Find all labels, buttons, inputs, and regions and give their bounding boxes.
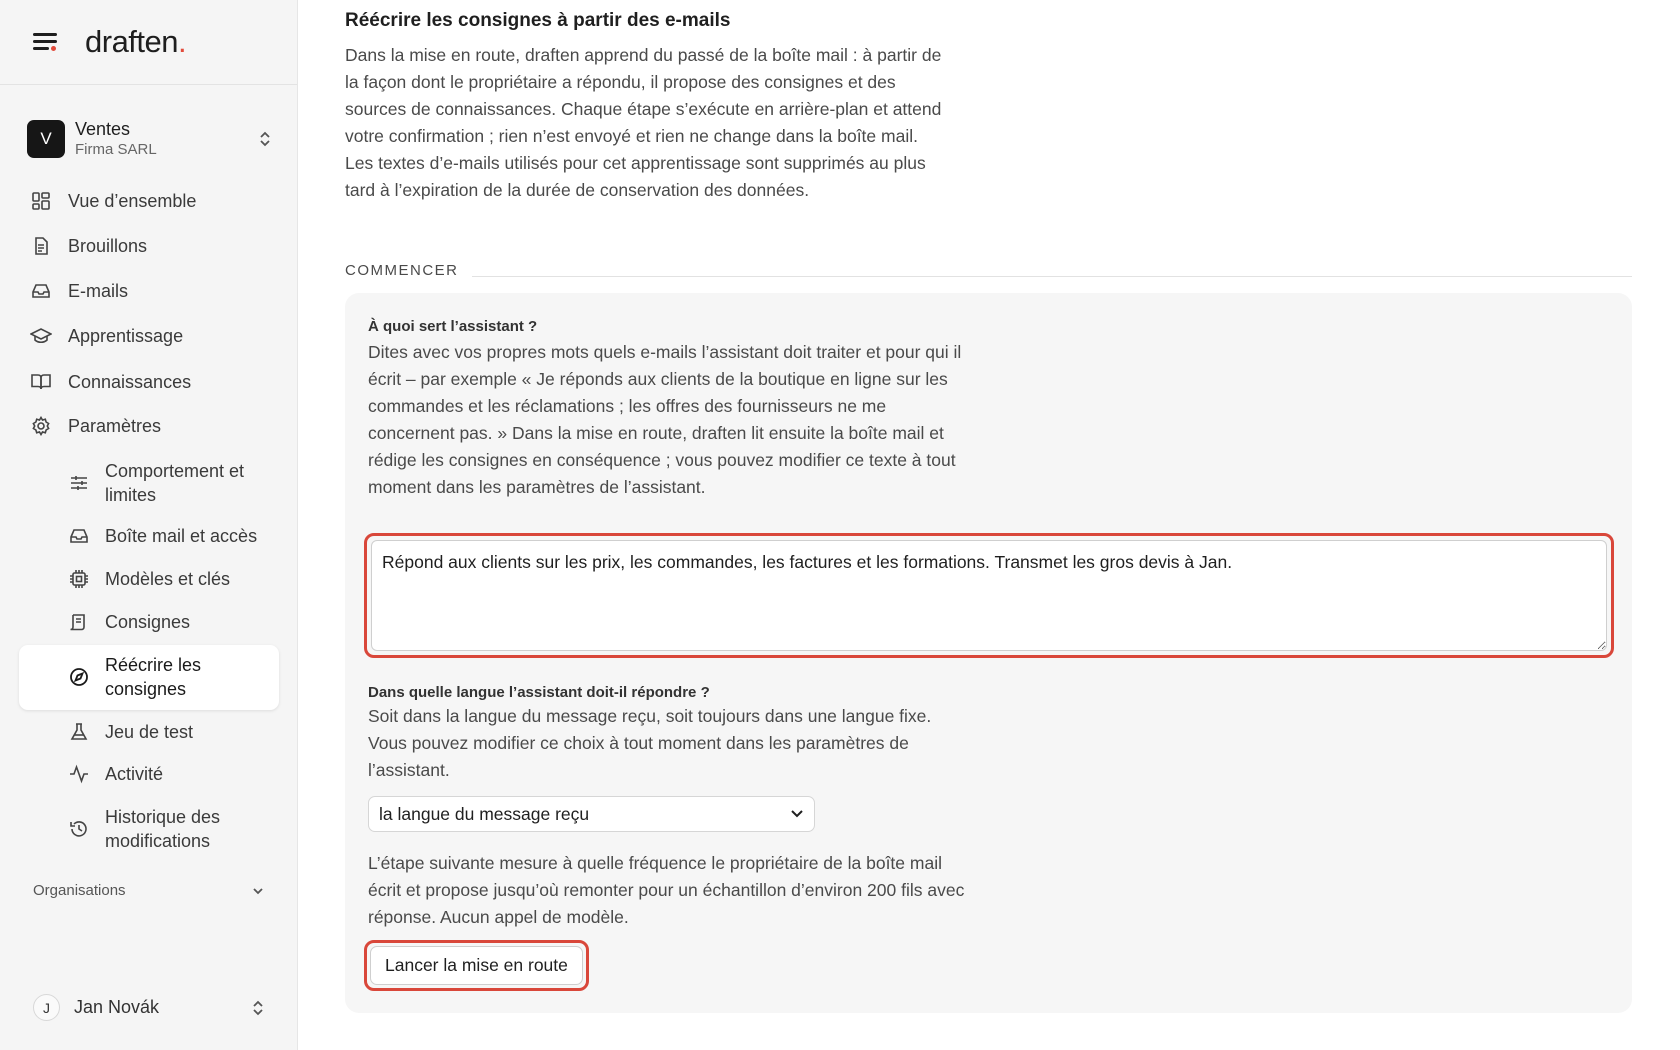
start-onboarding-button[interactable]: Lancer la mise en route bbox=[370, 946, 583, 985]
sidebar-item-instructions[interactable] bbox=[68, 610, 265, 634]
sidebar-item-rewrite[interactable] bbox=[68, 653, 265, 701]
brand-header bbox=[0, 0, 297, 85]
avatar: J bbox=[33, 994, 60, 1021]
start-button-highlight bbox=[364, 940, 589, 991]
nav-item-overview[interactable] bbox=[30, 185, 196, 217]
sidebar-item-behavior[interactable] bbox=[68, 459, 265, 507]
onboarding-card bbox=[345, 293, 1632, 1013]
chevron-down-icon bbox=[251, 886, 265, 896]
sidebar-item-label: Historique des modifications bbox=[105, 807, 221, 851]
purpose-help-text: Dites avec vos propres mots quels e-mails l’assistant doit traiter et pour qui il écrit – par exemple « Je réponds aux clients de la boutique en ligne sur les commandes et les réclamations ; les offres des fournisseurs ne me concernent pas. » Dans la mise en route, draften lit ensuite la boîte mail et rédige les consignes en conséquence ; vous pouvez modifier ce texte à tout moment dans les paramètres de l’assistant. bbox=[368, 342, 962, 497]
language-select-value: la langue du message reçu bbox=[379, 803, 590, 824]
workspace-name: Ventes bbox=[75, 119, 131, 139]
sidebar-item-label: Modèles et clés bbox=[105, 569, 231, 589]
nav-label: Vue d’ensemble bbox=[68, 190, 197, 211]
nav-label: Apprentissage bbox=[68, 325, 184, 346]
dashboard-grid-icon bbox=[30, 190, 52, 212]
sliders-icon bbox=[68, 472, 90, 494]
sidebar-item-mailbox[interactable] bbox=[68, 524, 265, 548]
sidebar-item-models[interactable] bbox=[68, 567, 265, 591]
page-description: Dans la mise en route, draften apprend du passé de la boîte mail : à partir de la façon dont le propriétaire a répondu, il propose des consignes et des sources de connaissances. Chaque étape s’exécute en arrière-plan et attend votre confirmation ; rien n’est envoyé et rien ne change dans la boîte mail. Les textes d’e-mails utilisés pour cet apprentissage sont supprimés au plus tard à l’expiration de la durée de conservation des données. bbox=[345, 45, 942, 200]
purpose-question-label: À quoi sert l’assistant ? bbox=[368, 318, 538, 335]
workspace-org: Firma SARL bbox=[75, 141, 157, 158]
next-step-text: L’étape suivante mesure à quelle fréquence le propriétaire de la boîte mail écrit et propose jusqu’où remonter pour un échantillon d’environ 200 fils avec réponse. Aucun appel de modèle. bbox=[368, 853, 965, 927]
inbox-icon bbox=[30, 280, 52, 302]
language-help-text: Soit dans la langue du message reçu, soit toujours dans une langue fixe. Vous pouvez modifier ce choix à tout moment dans les paramètres de l’assistant. bbox=[368, 706, 932, 780]
nav-item-knowledge[interactable] bbox=[30, 366, 191, 398]
activity-pulse-icon bbox=[68, 763, 90, 785]
history-icon bbox=[68, 818, 90, 840]
chevron-updown-icon bbox=[251, 998, 265, 1018]
sidebar bbox=[0, 0, 298, 1050]
nav-label: Paramètres bbox=[68, 415, 162, 436]
brand-logo: draften. bbox=[85, 24, 187, 59]
cpu-icon bbox=[68, 568, 90, 590]
page-title: Réécrire les consignes à partir des e-mails bbox=[345, 10, 731, 31]
graduation-cap-icon bbox=[30, 325, 52, 347]
chevron-updown-icon bbox=[258, 129, 272, 149]
gear-icon bbox=[30, 415, 52, 437]
nav-item-drafts[interactable] bbox=[30, 230, 147, 262]
section-label-start: COMMENCER bbox=[345, 262, 459, 279]
sidebar-item-label: Consignes bbox=[105, 612, 191, 632]
purpose-input-highlight bbox=[364, 533, 1614, 658]
sidebar-item-testset[interactable] bbox=[68, 720, 265, 744]
nav-item-learning[interactable] bbox=[30, 320, 183, 352]
book-icon bbox=[30, 371, 52, 393]
organizations-label: Organisations bbox=[33, 882, 126, 899]
language-select[interactable] bbox=[368, 796, 815, 832]
flask-icon bbox=[68, 721, 90, 743]
sidebar-item-label: Réécrire les consignes bbox=[105, 655, 202, 699]
sidebar-item-label: Activité bbox=[105, 764, 164, 784]
organizations-toggle[interactable] bbox=[33, 882, 265, 899]
sidebar-item-label: Comportement et limites bbox=[105, 461, 245, 505]
hamburger-icon[interactable] bbox=[33, 31, 59, 53]
compass-icon bbox=[68, 666, 90, 688]
user-name: Jan Novák bbox=[74, 997, 160, 1017]
purpose-textarea[interactable] bbox=[371, 540, 1607, 651]
scroll-icon bbox=[68, 611, 90, 633]
sidebar-item-activity[interactable] bbox=[68, 762, 265, 786]
document-icon bbox=[30, 235, 52, 257]
nav-item-emails[interactable] bbox=[30, 275, 128, 307]
workspace-avatar: V bbox=[27, 120, 65, 158]
user-menu[interactable] bbox=[33, 994, 265, 1021]
workspace-switcher[interactable] bbox=[27, 115, 272, 163]
chevron-down-icon bbox=[790, 809, 804, 819]
divider bbox=[472, 276, 1632, 277]
language-question-label: Dans quelle langue l’assistant doit-il répondre ? bbox=[368, 684, 710, 701]
nav-label: Brouillons bbox=[68, 235, 148, 256]
nav-label: E-mails bbox=[68, 280, 129, 301]
sidebar-item-label: Boîte mail et accès bbox=[105, 526, 258, 546]
nav-item-settings[interactable] bbox=[30, 410, 161, 442]
sidebar-item-label: Jeu de test bbox=[105, 722, 194, 742]
sidebar-item-history[interactable] bbox=[68, 805, 265, 853]
inbox-icon bbox=[68, 525, 90, 547]
nav-label: Connaissances bbox=[68, 371, 192, 392]
